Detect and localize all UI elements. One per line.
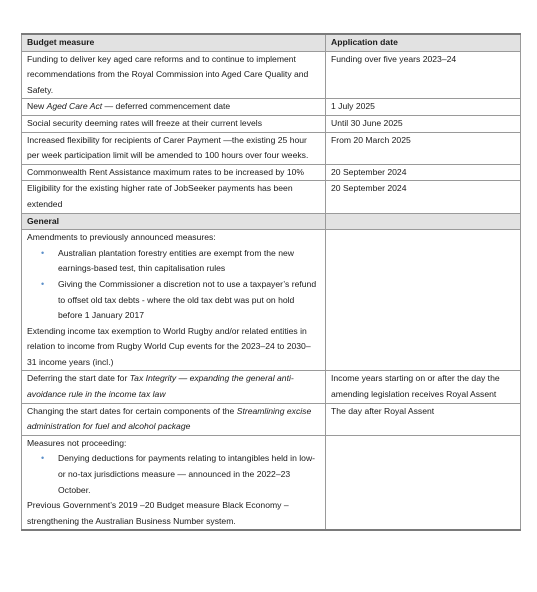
table-row (22, 115, 521, 132)
list-item: • Australian plantation forestry entities are exempt from the new earnings-based test, thin capitalisation rules (58, 246, 320, 277)
measure-cell (22, 99, 326, 116)
table-row (22, 181, 521, 213)
not-proceeding-intro: Measures not proceeding: (27, 437, 127, 448)
header-budget-measure: Budget measure (22, 34, 326, 51)
measure-cell: Increased flexibility for recipients of Carer Payment —the existing 25 hour per week participation limit will be amended to 100 hours over four weeks. (22, 132, 326, 164)
budget-measures-table (21, 33, 521, 531)
not-proceeding-list (27, 451, 320, 498)
table-header-row (22, 34, 521, 51)
date-cell: 1 July 2025 (326, 99, 521, 116)
date-cell: Income years starting on or after the day the amending legislation receives Royal Assent (326, 371, 521, 403)
measure-cell (22, 435, 326, 530)
section-empty-cell (326, 213, 521, 230)
table-row (22, 371, 521, 403)
date-cell: 20 September 2024 (326, 181, 521, 213)
section-title: General (22, 213, 326, 230)
measure-cell: Eligibility for the existing higher rate of JobSeeker payments has been extended (22, 181, 326, 213)
table-row (22, 435, 521, 530)
date-cell: 20 September 2024 (326, 164, 521, 181)
date-cell: Until 30 June 2025 (326, 115, 521, 132)
header-application-date: Application date (326, 34, 521, 51)
measure-text: — deferred commencement date (102, 101, 231, 112)
measure-text: Deferring the start date for (27, 373, 130, 384)
measure-text: New (27, 101, 47, 112)
date-cell: The day after Royal Assent (326, 403, 521, 435)
table-row (22, 99, 521, 116)
date-cell (326, 230, 521, 371)
measure-cell: Social security deeming rates will freeze at their current levels (22, 115, 326, 132)
section-row-general (22, 213, 521, 230)
table-row (22, 164, 521, 181)
table-row (22, 230, 521, 371)
date-cell: From 20 March 2025 (326, 132, 521, 164)
measure-cell (22, 371, 326, 403)
measure-cell: Funding to deliver key aged care reforms and to continue to implement recommendations from the Royal Commission into Aged Care Quality and Safety. (22, 51, 326, 99)
measure-italic-text: Tax Integrity — expanding the general anti-avoidance rule in the income tax law (27, 373, 294, 400)
amendments-list (27, 246, 320, 324)
table-row (22, 403, 521, 435)
rugby-exemption-text: Extending income tax exemption to World Rugby and/or related entities in relation to income from Rugby World Cup events for the 2023–24 to 2030–31 income years (incl.) (27, 325, 311, 367)
list-item: • Giving the Commissioner a discretion not to use a taxpayer’s refund to offset old tax debts - where the old tax debt was put on hold before 1 January 2017 (58, 277, 320, 324)
list-item: • Denying deductions for payments relating to intangibles held in low- or no-tax jurisdictions measure — announced in the 2022–23 October. (58, 451, 320, 498)
date-cell (326, 435, 521, 530)
black-economy-text: Previous Government’s 2019 –20 Budget measure Black Economy – strengthening the Australian Business Number system. (27, 500, 289, 526)
table-row (22, 132, 521, 164)
date-cell: Funding over five years 2023–24 (326, 51, 521, 99)
measure-text: Changing the start dates for certain components of the (27, 405, 237, 416)
measure-cell (22, 230, 326, 371)
table-row (22, 51, 521, 99)
measure-italic-text: Aged Care Act (46, 101, 103, 112)
measure-cell: Commonwealth Rent Assistance maximum rates to be increased by 10% (22, 164, 326, 181)
amendments-intro: Amendments to previously announced measures: (27, 232, 216, 243)
measure-cell (22, 403, 326, 435)
measure-italic-text: Streamlining excise administration for fuel and alcohol package (27, 405, 312, 432)
